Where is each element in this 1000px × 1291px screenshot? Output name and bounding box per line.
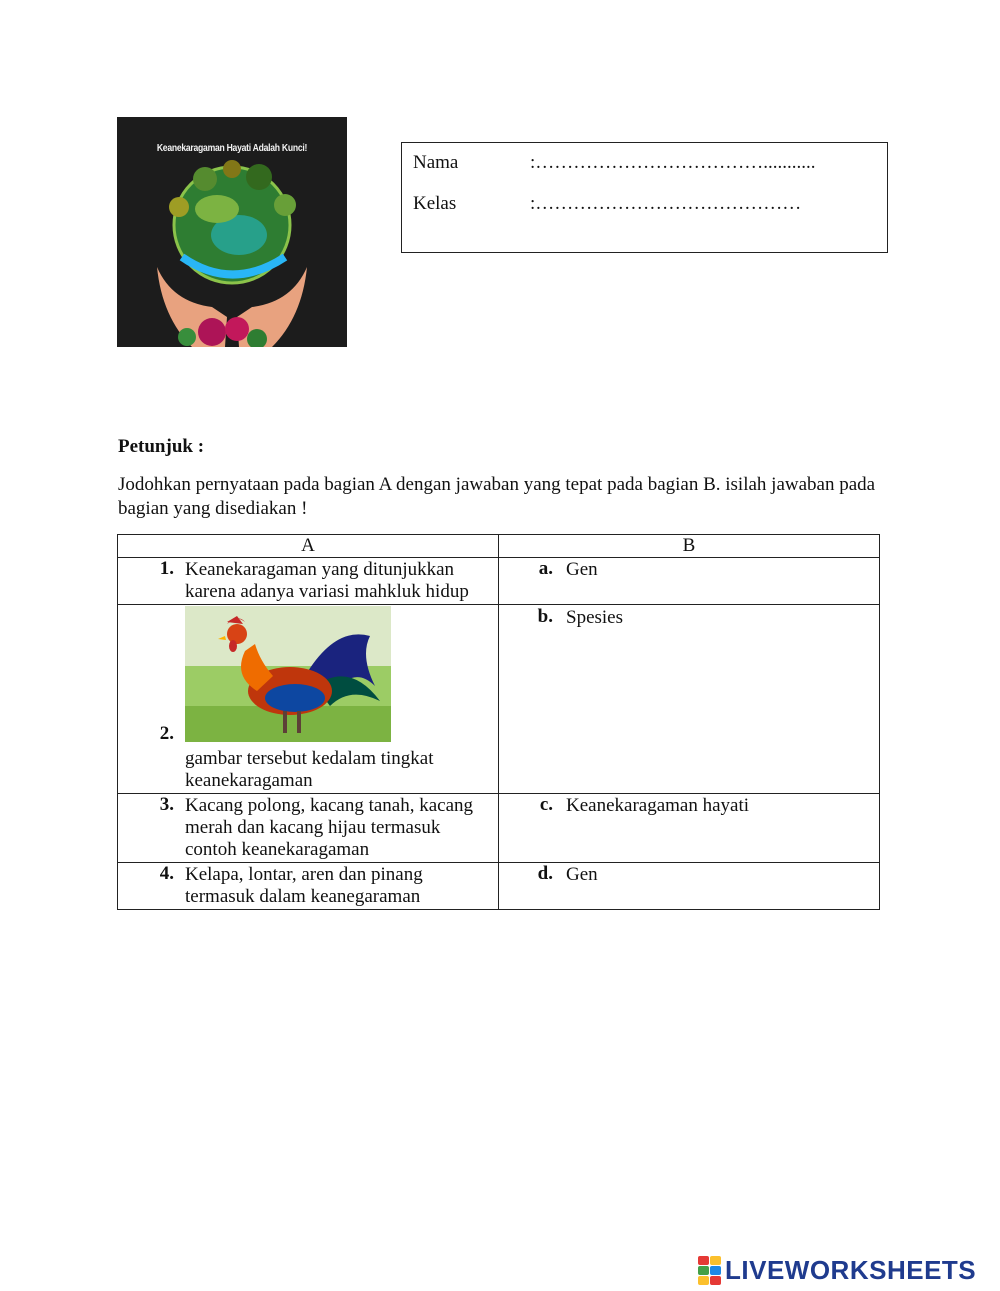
- brand-name: LIVEWORKSHEETS: [725, 1254, 977, 1285]
- answer-cell[interactable]: [499, 558, 880, 605]
- column-b-header: B: [499, 535, 880, 558]
- answer-text[interactable]: Gen: [566, 559, 598, 580]
- answer-letter: d.: [537, 863, 553, 884]
- statement-cell: [118, 605, 499, 794]
- globe-hands-illustration: [117, 117, 347, 347]
- answer-cell[interactable]: [499, 863, 880, 910]
- answer-text[interactable]: Keanekaragaman hayati: [566, 795, 750, 816]
- answer-letter: c.: [539, 794, 553, 815]
- statement-text: Kelapa, lontar, aren dan pinang termasuk dalam keanegaraman: [185, 864, 423, 907]
- instructions-heading: Petunjuk :: [118, 436, 205, 457]
- name-label: Nama: [413, 152, 459, 173]
- table-header-row: [118, 535, 880, 558]
- poster-title: Keanekaragaman Hayati Adalah Kunci!: [156, 143, 308, 154]
- answer-letter: a.: [538, 558, 553, 579]
- matching-table: [117, 534, 880, 910]
- table-row: [118, 863, 880, 910]
- name-field[interactable]: :………………………………...........: [530, 152, 816, 173]
- statement-number: 3.: [159, 794, 174, 815]
- answer-cell[interactable]: [499, 605, 880, 794]
- biodiversity-poster-image: [117, 117, 347, 347]
- statement-text: gambar tersebut kedalam tingkat keanekaragaman: [185, 748, 434, 791]
- statement-cell: [118, 558, 499, 605]
- statement-cell: [118, 863, 499, 910]
- answer-text[interactable]: Spesies: [566, 607, 623, 628]
- answer-letter: b.: [537, 606, 553, 627]
- statement-number: 1.: [159, 558, 174, 579]
- column-a-header: A: [118, 535, 499, 558]
- table-row: [118, 605, 880, 794]
- class-field[interactable]: :……………………………………: [530, 193, 802, 214]
- table-row: [118, 558, 880, 605]
- live-blocks-icon: [698, 1256, 721, 1285]
- statement-number: 2.: [159, 723, 174, 744]
- statement-cell: [118, 794, 499, 863]
- rooster-image: [185, 606, 391, 742]
- answer-text[interactable]: Gen: [566, 864, 598, 885]
- table-row: [118, 794, 880, 863]
- instructions-text: Jodohkan pernyataan pada bagian A dengan jawaban yang tepat pada bagian B. isilah jawaban pada bagian yang disediakan !: [118, 474, 876, 519]
- statement-text: Keanekaragaman yang ditunjukkan karena adanya variasi mahkluk hidup: [185, 559, 469, 602]
- statement-number: 4.: [159, 863, 174, 884]
- liveworksheets-logo[interactable]: [698, 1255, 976, 1285]
- statement-text: Kacang polong, kacang tanah, kacang merah dan kacang hijau termasuk contoh keanekaragaman: [185, 795, 474, 860]
- student-identity-box: [401, 142, 888, 253]
- class-label: Kelas: [413, 193, 457, 214]
- answer-cell[interactable]: [499, 794, 880, 863]
